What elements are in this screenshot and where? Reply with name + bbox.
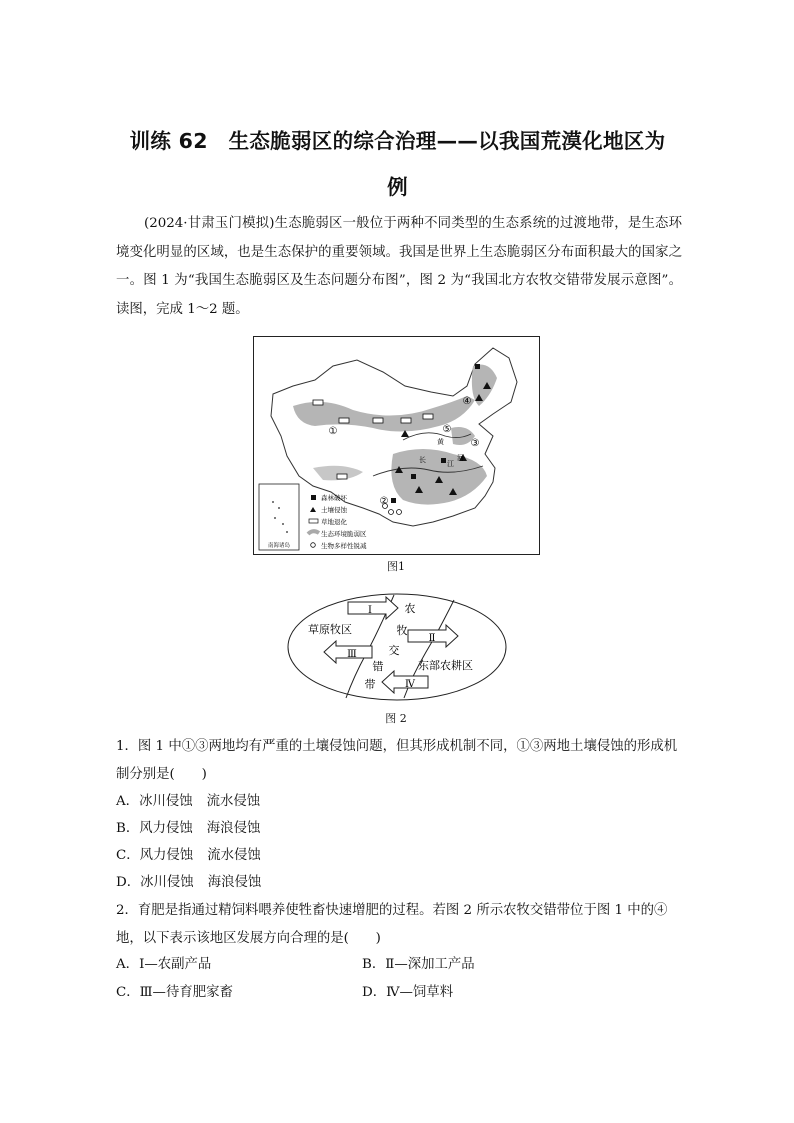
place-mark-3: ③ — [470, 438, 480, 449]
q2-option-b[interactable] — [362, 955, 475, 975]
q1-option-d-letter: D． — [116, 875, 141, 890]
q1-option-c[interactable] — [116, 846, 261, 866]
q1-option-b-first: 风力侵蚀 — [139, 821, 193, 836]
title-line-2: 例 — [387, 175, 408, 199]
place-mark-2: ② — [379, 496, 389, 507]
question-2-stem: 2．育肥是指通过精饲料喂养使牲畜快速增肥的过程。若图 2 所示农牧交错带位于图 1 中的④地，以下表示该地区发展方向合理的是( ) — [116, 903, 668, 946]
q1-option-c-letter: C． — [116, 848, 140, 863]
figure-2-caption: 图 2 — [385, 712, 407, 725]
south-sea-inset — [259, 484, 299, 550]
q2-option-a-letter: A． — [116, 957, 140, 972]
figure-1-caption: 图1 — [387, 560, 405, 573]
arrow-2-label: Ⅱ — [428, 633, 436, 644]
legend-grassland: 草地退化 — [321, 518, 347, 526]
q1-option-a[interactable] — [116, 792, 260, 812]
river-label-huang: 黄 — [437, 438, 444, 446]
question-1-stem: 1．图 1 中①③两地均有严重的土壤侵蚀问题，但其形成机制不同，①③两地土壤侵蚀的形成机制分别是( ) — [116, 739, 678, 782]
q1-option-d-second: 海浪侵蚀 — [207, 875, 262, 890]
figure-1-map — [253, 336, 540, 556]
q1-option-c-second: 流水侵蚀 — [207, 848, 261, 863]
inset-label: 南海诸岛 — [267, 543, 291, 549]
q2-option-c-letter: C． — [116, 985, 140, 1000]
china-map — [253, 336, 540, 556]
q2-option-d-text: Ⅳ—饲草料 — [386, 985, 454, 1000]
legend-forest: 森林破坏 — [321, 494, 347, 502]
intro-paragraph: (2024·甘肃玉门模拟)生态脆弱区一般位于两种不同类型的生态系统的过渡地带，是生态环境变化明显的区域，也是生态保护的重要领域。我国是世界上生态脆弱区分布面积最大的国家之一。图 1 为“我国生态脆弱区及生态问题分布图”，图 2 为“我国北方农牧交错带发展示意图”。读图，完成 1～2 题。 — [116, 216, 682, 317]
q2-option-d-letter: D． — [362, 985, 387, 1000]
q2-option-b-text: Ⅱ—深加工产品 — [385, 957, 475, 972]
q1-option-d[interactable] — [116, 873, 261, 893]
arrow-3-label: Ⅲ — [347, 649, 357, 660]
river-label-he: 河 — [457, 454, 464, 462]
q1-option-a-second: 流水侵蚀 — [206, 794, 261, 809]
q1-option-b-letter: B． — [116, 821, 140, 836]
q1-option-c-first: 风力侵蚀 — [139, 848, 194, 863]
legend-biodiversity: 生物多样性锐减 — [321, 542, 367, 550]
arrow-1-label: Ⅰ — [368, 605, 372, 616]
q1-option-b[interactable] — [116, 819, 260, 839]
q1-option-a-first: 冰川侵蚀 — [139, 794, 193, 809]
place-mark-4: ④ — [462, 396, 472, 407]
place-mark-1: ① — [328, 426, 338, 437]
legend-erosion: 土壤侵蚀 — [321, 506, 347, 514]
q1-option-a-letter: A． — [116, 794, 140, 809]
river-label-chang: 长 — [419, 456, 426, 464]
place-mark-5: ⑤ — [442, 424, 452, 435]
river-label-jiang: 江 — [447, 460, 454, 468]
q2-option-a[interactable] — [116, 955, 211, 975]
belt-diagram — [286, 592, 508, 702]
q2-option-c[interactable] — [116, 983, 233, 1003]
title-line-1: 训练 62 生态脆弱区的综合治理——以我国荒漠化地区为 — [129, 129, 666, 153]
page-title — [115, 118, 680, 210]
q1-option-b-second: 海浪侵蚀 — [206, 821, 261, 836]
q2-option-b-letter: B． — [362, 957, 386, 972]
q2-option-a-text: Ⅰ—农副产品 — [139, 957, 212, 972]
q2-option-d[interactable] — [362, 983, 453, 1003]
belt-char-1: 农 — [404, 602, 416, 615]
figure-2-diagram — [286, 592, 508, 702]
q1-option-d-first: 冰川侵蚀 — [140, 875, 194, 890]
belt-char-3: 交 — [388, 644, 400, 657]
arrow-4-label: Ⅳ — [405, 679, 415, 690]
belt-char-4: 错 — [372, 660, 384, 673]
q2-option-c-text: Ⅲ—待育肥家畜 — [139, 985, 233, 1000]
belt-char-5: 带 — [364, 678, 376, 691]
legend-fragile: 生态环境脆弱区 — [321, 530, 367, 538]
belt-char-2: 牧 — [396, 624, 408, 637]
left-region-label: 草原牧区 — [308, 623, 352, 636]
right-region-label: 东部农耕区 — [418, 659, 473, 672]
